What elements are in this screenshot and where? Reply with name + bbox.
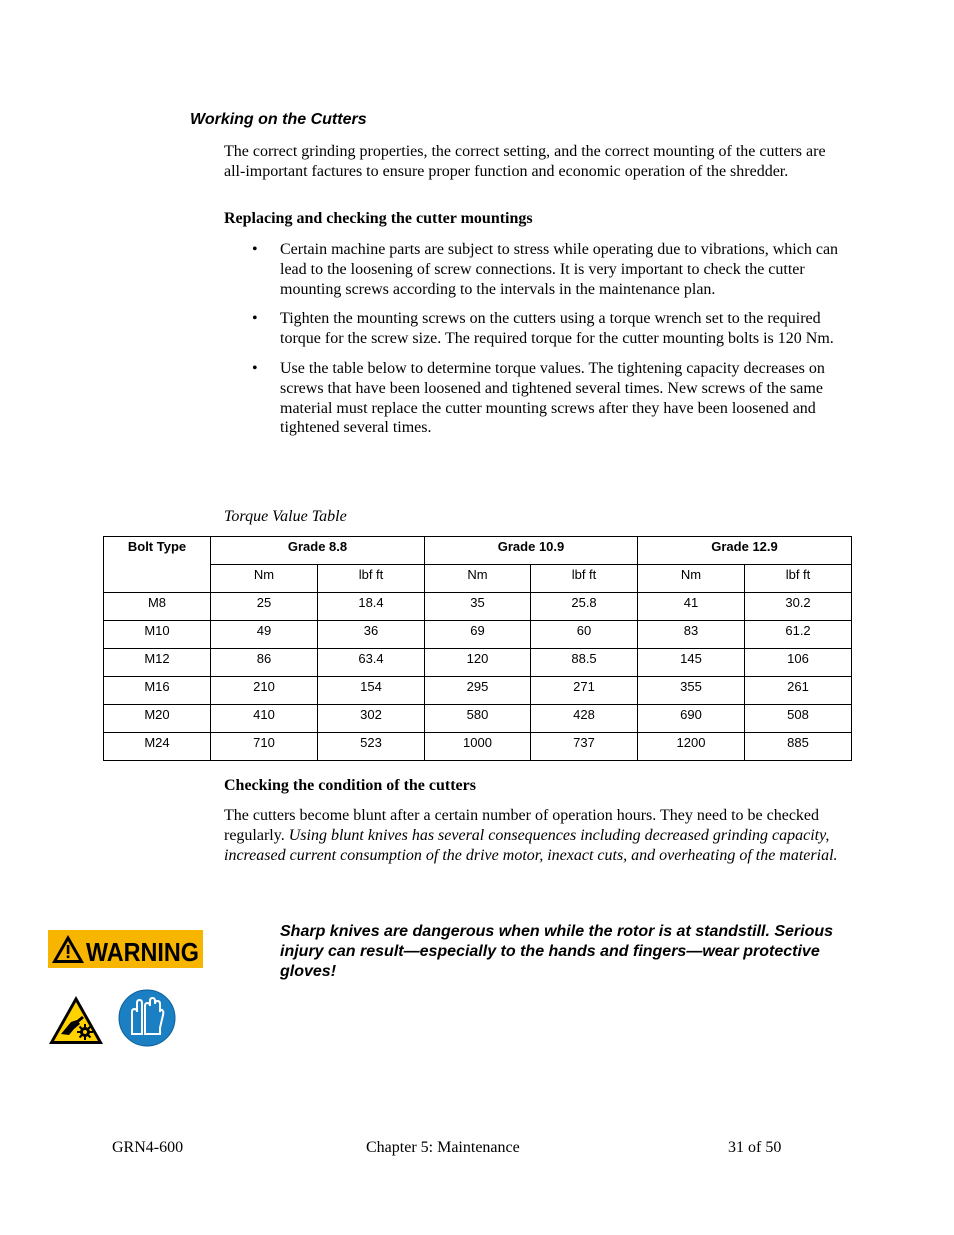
table-header-row <box>104 537 852 565</box>
value-cell: 61.2 <box>745 621 852 649</box>
value-cell: 60 <box>531 621 638 649</box>
value-cell: 210 <box>211 677 318 705</box>
table-row <box>104 677 852 705</box>
torque-value-table <box>103 536 852 761</box>
bullet-text: Certain machine parts are subject to stress while operating due to vibrations, which can lead to the loosening of screw connections. It is very important to check the cutter mounting screws according to the intervals in the maintenance plan. <box>280 241 839 298</box>
value-cell: 49 <box>211 621 318 649</box>
value-cell: 25 <box>211 593 318 621</box>
unit-header: Nm <box>638 565 745 593</box>
value-cell: 88.5 <box>531 649 638 677</box>
unit-header: Nm <box>211 565 318 593</box>
subheading-cutter-mountings: Replacing and checking the cutter mountings <box>224 210 533 227</box>
unit-header: lbf ft <box>531 565 638 593</box>
value-cell: 1000 <box>425 733 531 761</box>
value-cell: 261 <box>745 677 852 705</box>
list-item <box>224 359 840 438</box>
value-cell: 25.8 <box>531 593 638 621</box>
value-cell: 145 <box>638 649 745 677</box>
warning-text: Sharp knives are dangerous when while the rotor is at standstill. Serious injury can result—especially to the hands and fingers—wear protective gloves! <box>280 923 834 980</box>
hand-cutting-hazard-icon <box>47 994 105 1051</box>
bolt-cell: M20 <box>104 705 211 733</box>
intro-paragraph: The correct grinding properties, the correct setting, and the correct mounting of the cutters are all-important factures to ensure proper function and economic operation of the shredder. <box>224 143 826 180</box>
value-cell: 41 <box>638 593 745 621</box>
list-item <box>224 240 840 299</box>
warning-sign-icon <box>48 930 203 973</box>
bolt-cell: M16 <box>104 677 211 705</box>
condition-text-italic: Using blunt knives has several consequences including decreased grinding capacity, increased current consumption of the drive motor, inexact cuts, and overheating of the material. <box>224 826 838 864</box>
value-cell: 737 <box>531 733 638 761</box>
bullet-list <box>224 240 840 448</box>
value-cell: 355 <box>638 677 745 705</box>
bullet-point: • <box>252 310 258 328</box>
value-cell: 508 <box>745 705 852 733</box>
condition-paragraph <box>224 806 840 865</box>
value-cell: 885 <box>745 733 852 761</box>
value-cell: 36 <box>318 621 425 649</box>
condition-text-plain: The cutters become blunt after a certain number of operation hours. They need to be checked regularly. <box>224 807 820 844</box>
value-cell: 580 <box>425 705 531 733</box>
footer-chapter: Chapter 5: Maintenance <box>366 1139 520 1156</box>
unit-header: Nm <box>425 565 531 593</box>
bullet-point: • <box>252 359 258 377</box>
value-cell: 690 <box>638 705 745 733</box>
unit-header: lbf ft <box>318 565 425 593</box>
grade-header: Grade 12.9 <box>638 537 852 565</box>
bullet-point: • <box>252 241 258 258</box>
bolt-cell: M8 <box>104 593 211 621</box>
bolt-cell: M10 <box>104 621 211 649</box>
list-item <box>224 309 840 349</box>
bullet-text: Use the table below to determine torque values. The tightening capacity decreases on screws that have been loosened and tightened several times. New screws of the same material must replace the cutter mounting screws after they have been loosened and tightened several times. <box>280 359 825 437</box>
grade-header: Grade 8.8 <box>211 537 425 565</box>
section-heading: Working on the Cutters <box>190 111 367 128</box>
value-cell: 120 <box>425 649 531 677</box>
subheading-cutter-condition: Checking the condition of the cutters <box>224 777 476 794</box>
value-cell: 302 <box>318 705 425 733</box>
value-cell: 523 <box>318 733 425 761</box>
value-cell: 106 <box>745 649 852 677</box>
value-cell: 83 <box>638 621 745 649</box>
value-cell: 18.4 <box>318 593 425 621</box>
table-row <box>104 593 852 621</box>
value-cell: 428 <box>531 705 638 733</box>
table-caption: Torque Value Table <box>224 508 347 525</box>
value-cell: 154 <box>318 677 425 705</box>
value-cell: 35 <box>425 593 531 621</box>
value-cell: 30.2 <box>745 593 852 621</box>
bullet-text: Tighten the mounting screws on the cutters using a torque wrench set to the required torque for the screw size. The required torque for the cutter mounting bolts is 120 Nm. <box>280 310 834 348</box>
value-cell: 1200 <box>638 733 745 761</box>
unit-header: lbf ft <box>745 565 852 593</box>
table-row <box>104 733 852 761</box>
footer-document-id: GRN4-600 <box>112 1139 184 1156</box>
wear-gloves-icon <box>117 988 177 1053</box>
value-cell: 63.4 <box>318 649 425 677</box>
table-row <box>104 705 852 733</box>
value-cell: 710 <box>211 733 318 761</box>
footer-page-number: 31 of 50 <box>728 1139 782 1156</box>
value-cell: 69 <box>425 621 531 649</box>
table-unit-row <box>104 565 852 593</box>
warning-label: WARNING <box>86 937 199 967</box>
table-row <box>104 621 852 649</box>
grade-header: Grade 10.9 <box>425 537 638 565</box>
value-cell: 86 <box>211 649 318 677</box>
bolt-cell: M12 <box>104 649 211 677</box>
value-cell: 271 <box>531 677 638 705</box>
value-cell: 295 <box>425 677 531 705</box>
value-cell: 410 <box>211 705 318 733</box>
table-row <box>104 649 852 677</box>
bolt-type-header: Bolt Type <box>104 537 211 593</box>
bolt-cell: M24 <box>104 733 211 761</box>
